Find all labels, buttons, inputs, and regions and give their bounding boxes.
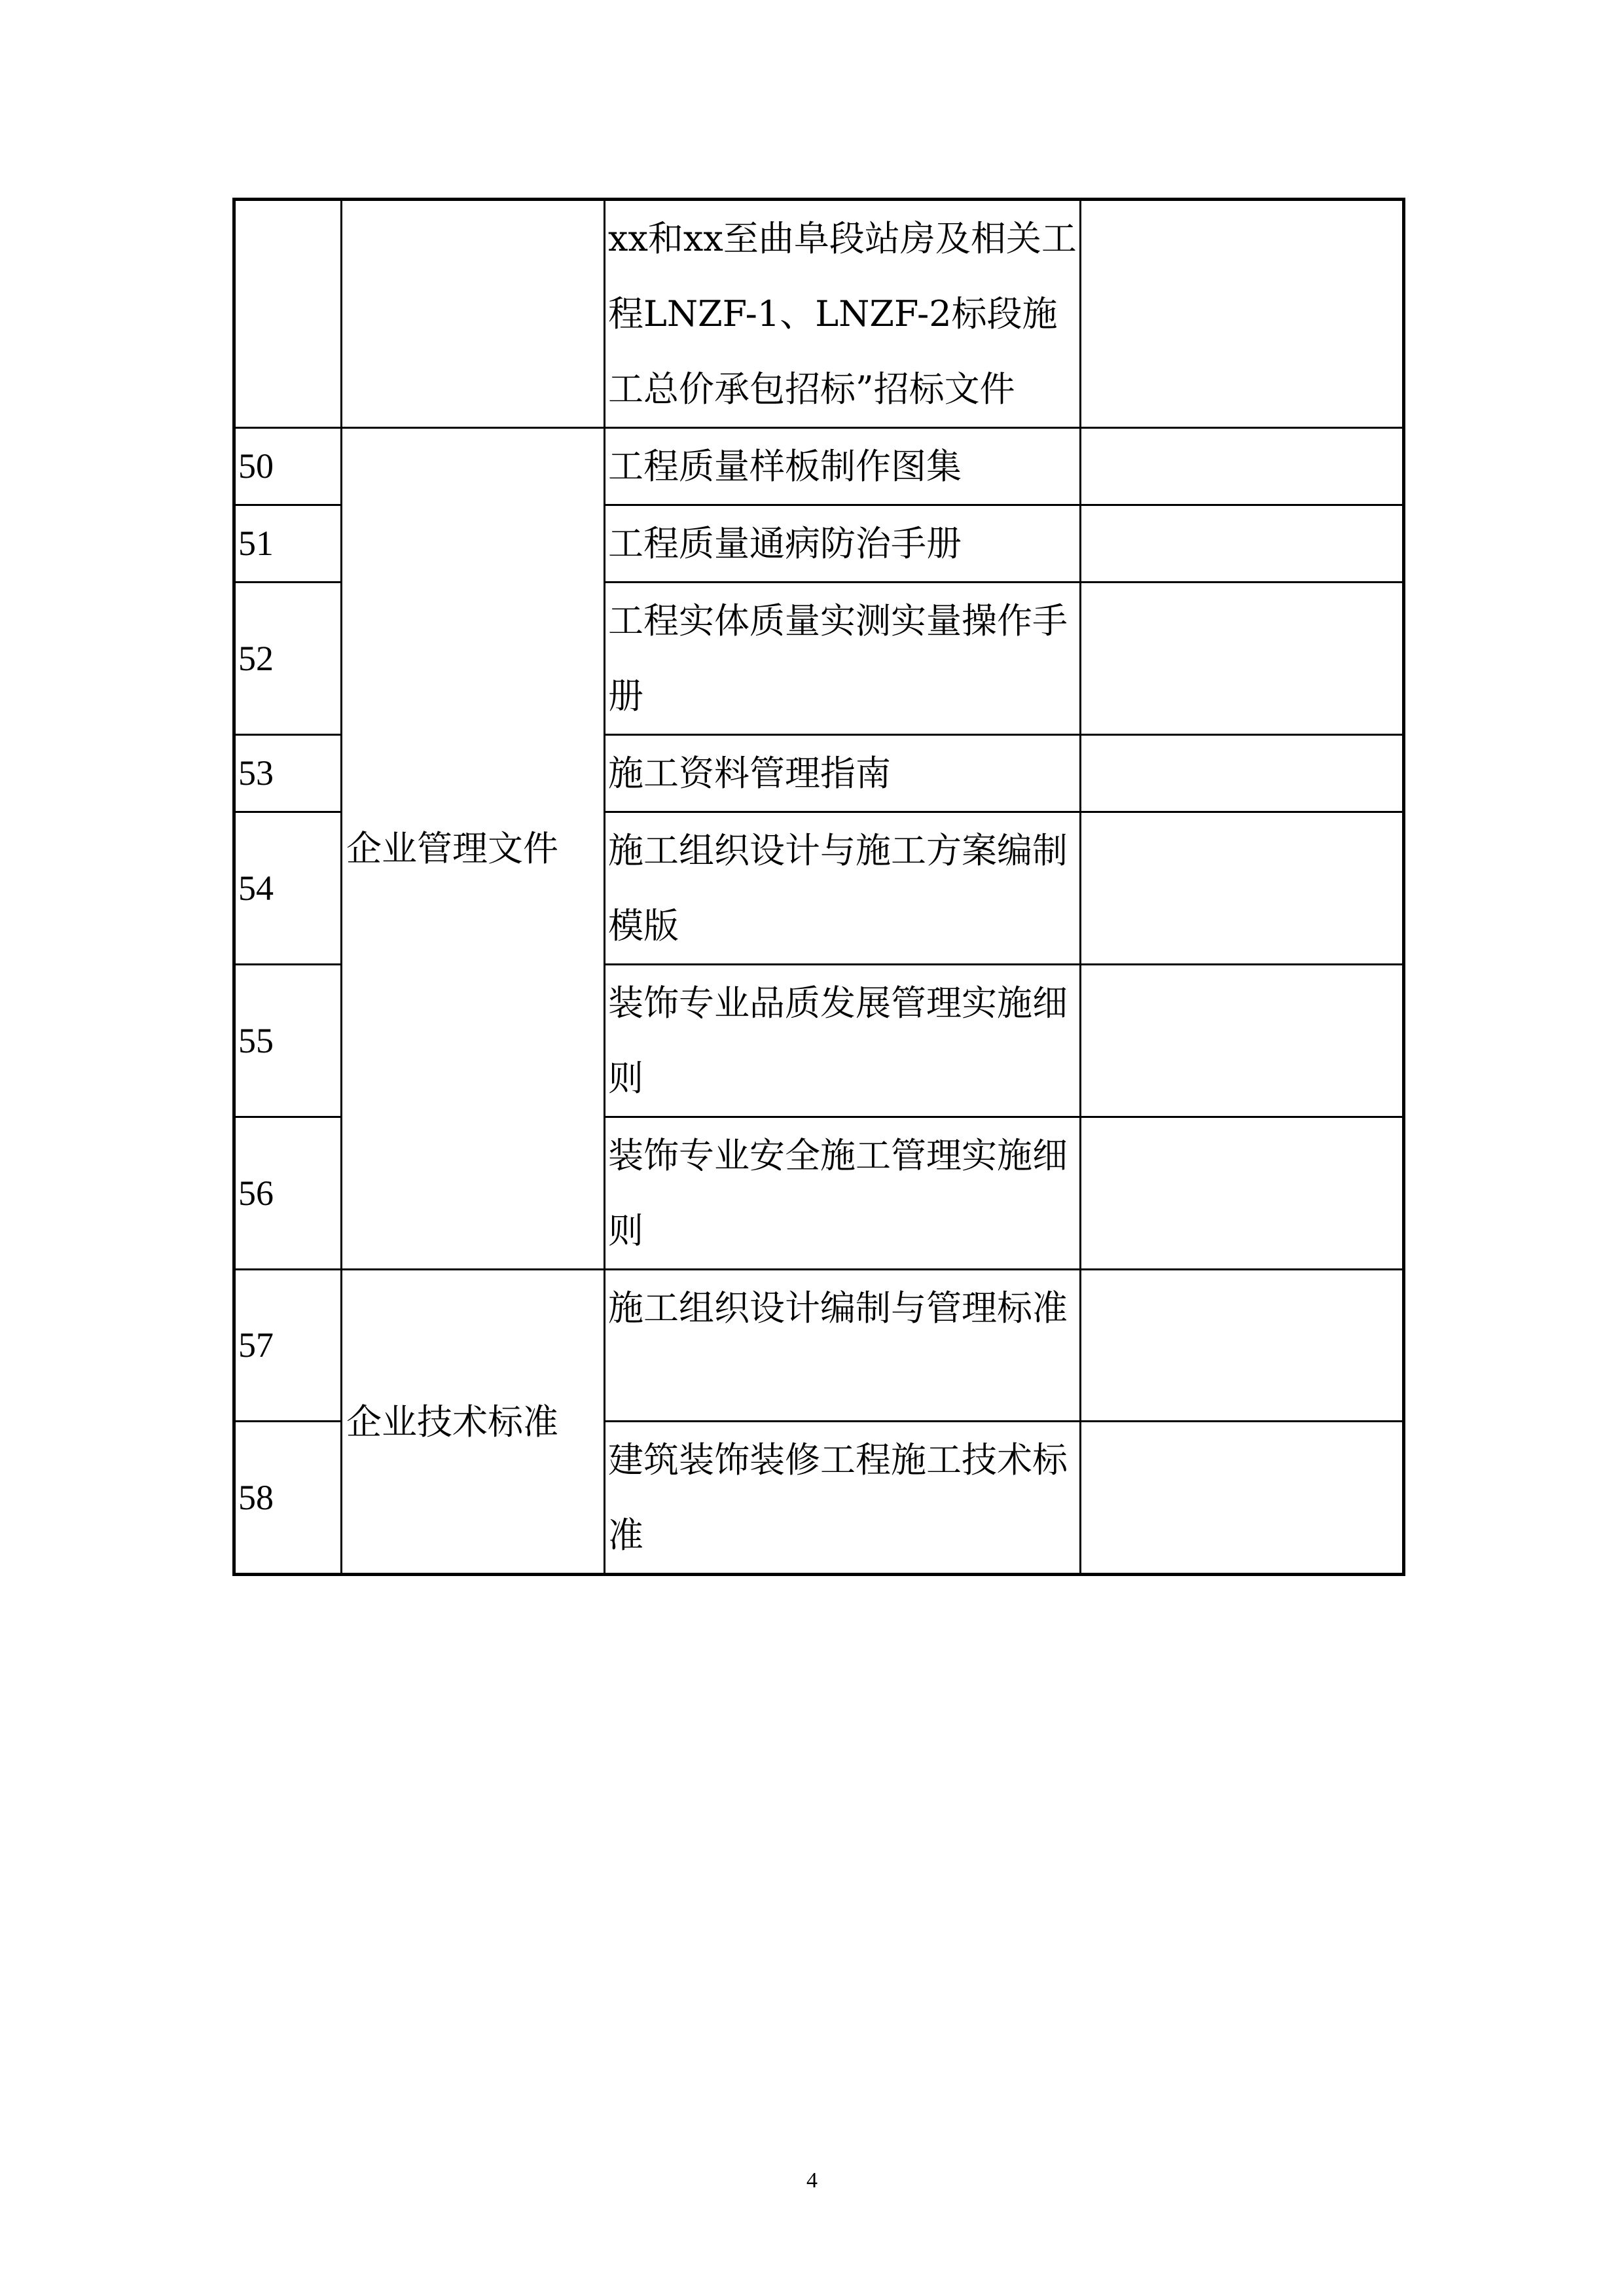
row-number-cell: 54	[234, 812, 342, 965]
remark-cell	[1081, 1270, 1404, 1422]
document-title-cell: xx和xx至曲阜段站房及相关工程LNZF-1、LNZF-2标段施工总价承包招标”招标文件	[605, 200, 1081, 428]
table-row	[234, 428, 1404, 505]
row-number-cell: 55	[234, 965, 342, 1117]
remark-cell	[1081, 965, 1404, 1117]
row-number-cell: 51	[234, 505, 342, 583]
page-number: 4	[806, 2168, 818, 2193]
row-number-cell: 56	[234, 1117, 342, 1270]
row-number-cell: 53	[234, 735, 342, 812]
table-row	[234, 1270, 1404, 1422]
document-title-cell: 施工组织设计编制与管理标准	[605, 1270, 1081, 1422]
category-cell: 企业管理文件	[342, 428, 605, 1270]
document-title-cell: 工程实体质量实测实量操作手册	[605, 583, 1081, 735]
document-title-cell: 工程质量通病防治手册	[605, 505, 1081, 583]
document-title-cell: 施工组织设计与施工方案编制模版	[605, 812, 1081, 965]
row-number-cell	[234, 200, 342, 428]
document-table	[232, 198, 1405, 1576]
document-title-cell: 装饰专业安全施工管理实施细则	[605, 1117, 1081, 1270]
remark-cell	[1081, 428, 1404, 505]
document-title-cell: 装饰专业品质发展管理实施细则	[605, 965, 1081, 1117]
row-number-cell: 58	[234, 1422, 342, 1575]
category-cell: 企业技术标准	[342, 1270, 605, 1575]
remark-cell	[1081, 1422, 1404, 1575]
row-number-cell: 57	[234, 1270, 342, 1422]
remark-cell	[1081, 735, 1404, 812]
document-title-cell: 建筑装饰装修工程施工技术标准	[605, 1422, 1081, 1575]
remark-cell	[1081, 583, 1404, 735]
remark-cell	[1081, 505, 1404, 583]
document-title-cell: 施工资料管理指南	[605, 735, 1081, 812]
remark-cell	[1081, 1117, 1404, 1270]
remark-cell	[1081, 812, 1404, 965]
category-cell	[342, 200, 605, 428]
row-number-cell: 52	[234, 583, 342, 735]
document-title-cell: 工程质量样板制作图集	[605, 428, 1081, 505]
table-row	[234, 200, 1404, 428]
remark-cell	[1081, 200, 1404, 428]
row-number-cell: 50	[234, 428, 342, 505]
